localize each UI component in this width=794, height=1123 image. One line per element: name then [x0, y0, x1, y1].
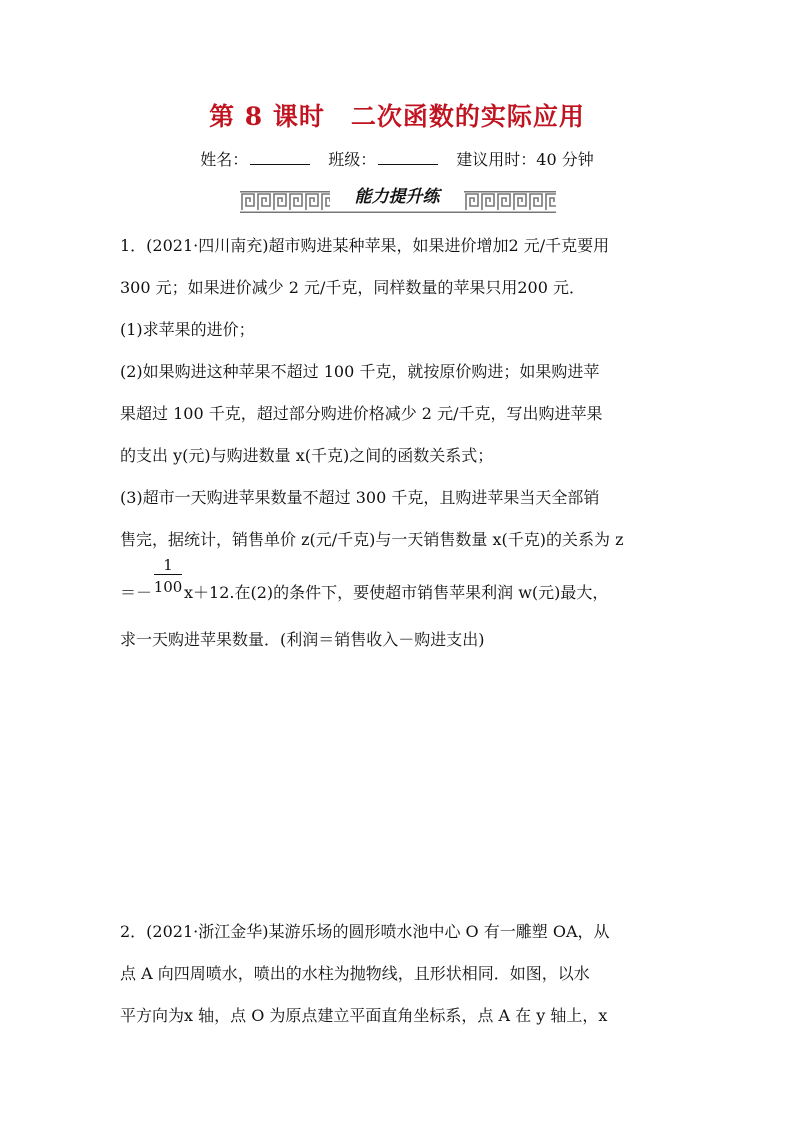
- lesson-topic: 二次函数的实际应用: [350, 102, 585, 131]
- name-blank[interactable]: [250, 150, 310, 165]
- q1-part2-line-1: (2)如果购进这种苹果不超过 100 千克，就按原价购进；如果购进苹: [120, 362, 600, 381]
- q2-line-1: 2．(2021·浙江金华)某游乐场的圆形喷水池中心 O 有一雕塑 OA，从: [120, 922, 610, 941]
- q1-part3-line-2: 售完，据统计，销售单价 z(元/千克)与一天销售数量 x(千克)的关系为 z: [120, 530, 624, 549]
- q1-part3-line-4: 求一天购进苹果数量．(利润＝销售收入－购进支出): [120, 630, 485, 649]
- student-info-line: [0, 147, 794, 170]
- section-heading: 能力提升练: [330, 184, 464, 210]
- q1-part1: (1)求苹果的进价；: [120, 320, 255, 339]
- lesson-number: 第 8 课时: [209, 102, 325, 131]
- formula-suffix: x＋12.在(2)的条件下，要使超市销售苹果利润 w(元)最大，: [184, 583, 609, 602]
- q1-part2-line-3: 的支出 y(元)与购进数量 x(千克)之间的函数关系式；: [120, 446, 494, 465]
- fraction-numerator: 1: [163, 556, 173, 574]
- q2-line-2: 点 A 向四周喷水，喷出的水柱为抛物线，且形状相同．如图，以水: [120, 964, 590, 983]
- q1-part2-line-2: 果超过 100 千克，超过部分购进价格减少 2 元/千克，写出购进苹果: [120, 404, 603, 423]
- formula-prefix: ＝－: [120, 583, 153, 602]
- name-label: 姓名：: [200, 150, 249, 169]
- suggested-time: 建议用时：40 分钟: [456, 150, 594, 169]
- fraction: [152, 556, 184, 598]
- fraction-bar: [154, 574, 182, 575]
- fraction-denominator: 100: [153, 578, 183, 596]
- class-label: 班级：: [328, 150, 377, 169]
- class-blank[interactable]: [378, 150, 438, 165]
- q1-line-2: 300 元；如果进价减少 2 元/千克，同样数量的苹果只用200 元．: [120, 278, 585, 297]
- q1-part3-line-1: (3)超市一天购进苹果数量不超过 300 千克，且购进苹果当天全部销: [120, 488, 600, 507]
- q1-line-1: 1．(2021·四川南充)超市购进某种苹果，如果进价增加2 元/千克要用: [120, 236, 610, 255]
- page-title: [0, 97, 794, 133]
- q1-part3-formula-line: [120, 556, 609, 603]
- q2-line-3: 平方向为x 轴，点 O 为原点建立平面直角坐标系，点 A 在 y 轴上，x: [120, 1006, 608, 1025]
